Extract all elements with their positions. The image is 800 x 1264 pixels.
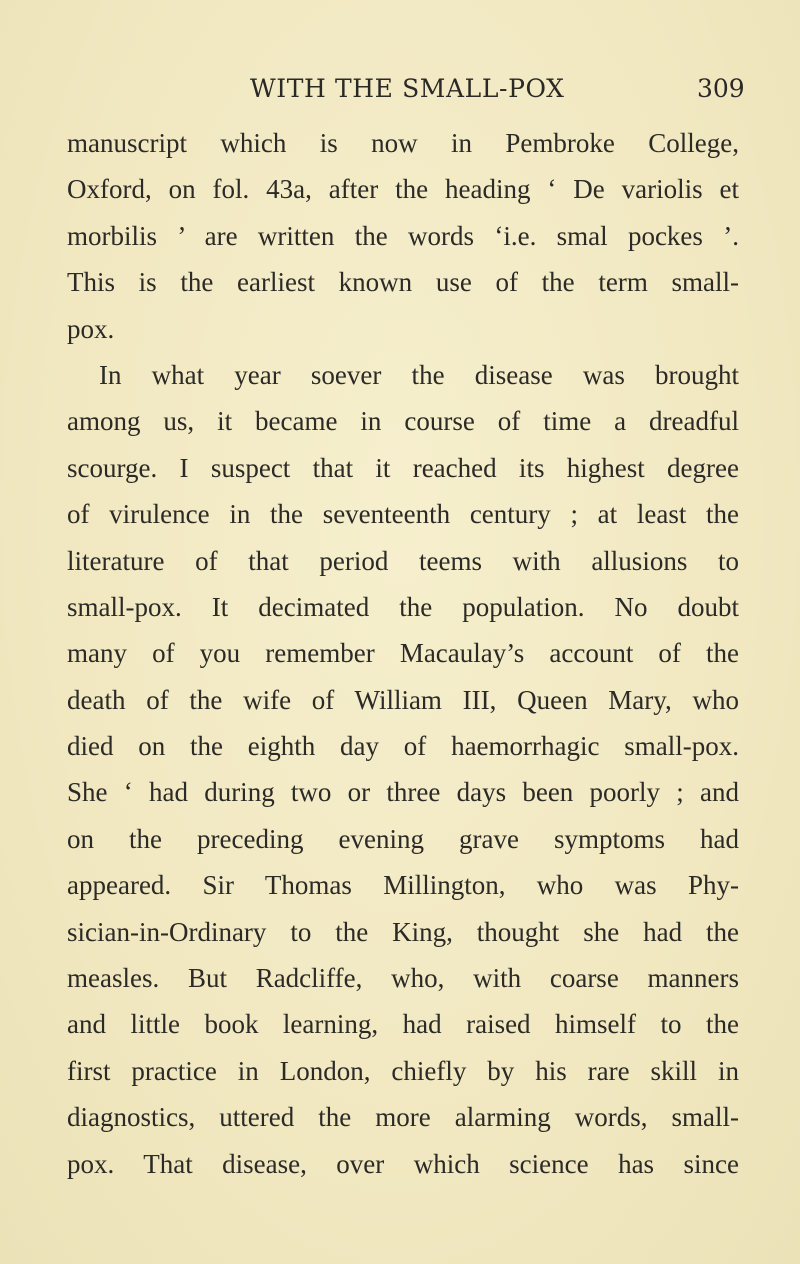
text-line: first practice in London, chiefly by his rare skill in [67, 1055, 739, 1086]
text-line: She ‘ had during two or three days been poorly ; and [67, 777, 739, 808]
text-line: measles. But Radcliffe, who, with coarse manners [67, 963, 739, 994]
running-head [0, 74, 800, 108]
text-line: This is the earliest known use of the term small- [67, 267, 739, 298]
text-line: many of you remember Macaulay’s account of the [67, 638, 739, 669]
text-line: diagnostics, uttered the more alarming words, small- [67, 1102, 739, 1133]
text-line: on the preceding evening grave symptoms had [67, 823, 739, 854]
text-line: scourge. I suspect that it reached its highest degree [67, 452, 739, 483]
body-text [67, 120, 739, 1187]
paragraph-start-line: In what year soever the disease was brought [99, 359, 739, 390]
text-line: manuscript which is now in Pembroke College, [67, 128, 739, 158]
text-line: died on the eighth day of haemorrhagic small-pox. [67, 731, 739, 762]
running-title: WITH THE SMALL-POX [250, 74, 565, 103]
text-line: pox. That disease, over which science has since [67, 1148, 739, 1179]
text-line: among us, it became in course of time a dreadful [67, 406, 739, 437]
text-line: small-pox. It decimated the population. No doubt [67, 591, 739, 622]
text-line: pox. [67, 313, 115, 344]
text-line: Oxford, on fol. 43a, after the heading ‘ De variolis et [67, 174, 739, 205]
text-line: sician-in-Ordinary to the King, thought she had the [67, 916, 739, 947]
text-line: death of the wife of William III, Queen Mary, who [67, 684, 739, 715]
page-number: 309 [697, 74, 745, 103]
text-line: literature of that period teems with allusions to [67, 545, 739, 576]
text-line: and little book learning, had raised himself to the [67, 1009, 739, 1040]
text-line: morbilis ’ are written the words ‘i.e. smal pockes ’. [67, 220, 739, 251]
text-line: of virulence in the seventeenth century ; at least the [67, 499, 739, 530]
text-line: appeared. Sir Thomas Millington, who was Phy- [67, 870, 739, 901]
